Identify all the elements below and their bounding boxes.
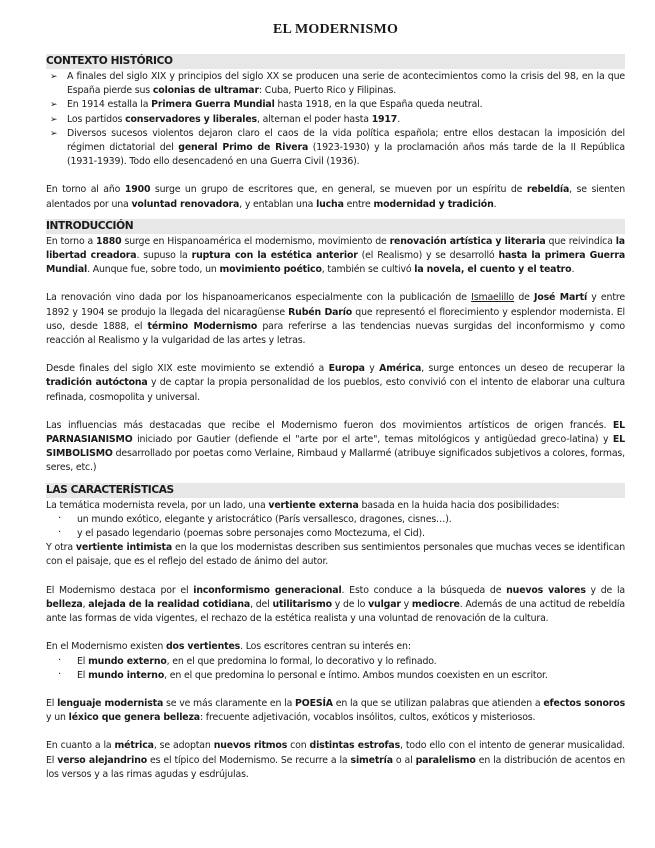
text-run: Los partidos xyxy=(67,113,126,125)
caract-list-2 xyxy=(46,655,625,683)
text-run: vulgar xyxy=(368,598,401,610)
text-run: y de lo xyxy=(331,598,369,610)
text-run: la novela, el cuento y el teatro xyxy=(414,264,572,276)
text-run: 1880 xyxy=(96,235,122,247)
contexto-bullet xyxy=(46,98,625,112)
text-run: modernidad y tradición xyxy=(373,198,494,210)
heading-caracteristicas: LAS CARACTERÍSTICAS xyxy=(46,483,625,498)
text-run: , se adoptan xyxy=(153,740,214,752)
arrow-bullet-icon: ➢ xyxy=(50,72,58,82)
text-run: basada en la huida hacia dos posibilidades: xyxy=(358,499,560,511)
dot-bullet-icon: · xyxy=(58,668,62,680)
text-run: Europa xyxy=(328,363,365,375)
text-run: lenguaje modernista xyxy=(57,697,164,709)
caract-paragraph-6 xyxy=(46,739,625,782)
text-run: mediocre xyxy=(411,598,460,610)
caract-paragraph-4 xyxy=(46,640,625,654)
intro-paragraph-1 xyxy=(46,235,625,278)
caract-paragraph-2 xyxy=(46,541,625,569)
text-run: En cuanto a la xyxy=(46,740,115,752)
text-run: métrica xyxy=(114,740,154,752)
text-run: mundo externo xyxy=(88,655,167,667)
text-run: , también se cultivó xyxy=(321,264,415,276)
contexto-paragraph xyxy=(46,183,625,211)
text-run: : frecuente adjetivación, vocablos insólitos, cultos, exóticos y misteriosos. xyxy=(199,712,536,724)
caract-paragraph-5 xyxy=(46,697,625,725)
text-run: vertiente intimista xyxy=(75,542,173,554)
text-run: en la que los modernistas describen sus sentimientos personales que muchas veces se identifican con el paisaje, que es el reflejo del estado de ánimo del autor. xyxy=(46,542,625,568)
text-run: 1900 xyxy=(124,184,151,196)
text-run: , todo ello con el intento de generar musicalidad. El xyxy=(46,740,626,766)
text-run: rebeldía xyxy=(526,184,570,196)
text-run: verso alejandrino xyxy=(57,754,148,766)
intro-paragraph-2 xyxy=(46,291,625,348)
heading-introduccion: INTRODUCCIÓN xyxy=(46,219,625,234)
text-run: surge un grupo de escritores que, en general, se mueven por un espíritu de xyxy=(150,184,527,196)
text-run: El xyxy=(46,697,58,709)
text-run: . Aunque fue, sobre todo, un xyxy=(87,264,220,276)
text-run: . xyxy=(397,113,401,125)
text-run: El xyxy=(77,669,89,681)
text-run: nuevos ritmos xyxy=(213,740,288,752)
text-run: o al xyxy=(392,754,416,766)
text-run: paralelismo xyxy=(415,754,476,766)
text-run: José Martí xyxy=(533,292,588,304)
list-item: · y el pasado legendario (poemas sobre personajes como Moctezuma, el Cid). xyxy=(58,527,425,540)
text-run: . Esto conduce a la búsqueda de xyxy=(341,584,507,596)
text-run: voluntad renovadora xyxy=(131,198,240,210)
text-run: y un xyxy=(46,712,69,724)
text-run: efectos sonoros xyxy=(543,697,625,709)
text-run: se ve más claramente en la xyxy=(163,697,296,709)
text-run: utilitarismo xyxy=(272,598,332,610)
text-run: : Cuba, Puerto Rico y Filipinas. xyxy=(258,85,397,97)
text-run: que reivindica xyxy=(545,235,616,247)
text-run: la libertad creadora xyxy=(46,235,625,262)
text-run: y xyxy=(364,363,380,375)
text-run: alejada de la realidad cotidiana xyxy=(88,598,251,610)
text-run: belleza xyxy=(46,598,83,610)
contexto-bullet xyxy=(46,127,625,170)
text-run: ruptura con la estética anterior xyxy=(191,250,358,262)
text-run: conservadores y liberales xyxy=(125,113,257,125)
text-run: EL PARNASIANISMO xyxy=(46,419,625,446)
text-run: (el Realismo) y se desarrolló xyxy=(357,250,499,262)
intro-paragraph-4 xyxy=(46,419,625,476)
text-run: A finales del siglo XIX y principios del siglo XX se producen una serie de acontecimientos como la crisis del 98, en la que España pierde sus xyxy=(67,71,625,97)
text-run: Diversos sucesos violentos dejaron claro el caos de la vida política española; entre ellos destacan la imposición del régimen dictatorial del xyxy=(67,127,625,154)
text-run: El xyxy=(77,655,89,667)
text-run: de xyxy=(514,292,534,304)
text-run: En torno al año xyxy=(46,184,125,196)
text-run: , del xyxy=(250,598,273,610)
text-run: hasta la primera Guerra Mundial xyxy=(46,250,626,276)
text-run: nuevos valores xyxy=(506,584,586,596)
text-run: entre xyxy=(343,198,374,210)
text-run: Y otra xyxy=(46,542,76,554)
text-run: Rubén Darío xyxy=(288,306,353,318)
dot-bullet-icon: · xyxy=(58,654,62,666)
text-run: tradición autóctona xyxy=(46,377,148,389)
text-run: y entre 1892 y 1904 se produjo la llegada del nicaragüense xyxy=(46,292,625,318)
text-run: En 1914 estalla la xyxy=(67,99,152,111)
arrow-bullet-icon: ➢ xyxy=(50,128,58,139)
text-run: El Modernismo destaca por el xyxy=(46,584,194,596)
text-run: lucha xyxy=(316,198,344,210)
text-run: , surge entonces un deseo de recuperar la xyxy=(421,363,625,375)
heading-contexto: CONTEXTO HISTÓRICO xyxy=(46,54,625,69)
text-run: simetría xyxy=(350,754,393,766)
text-run: En torno a xyxy=(46,235,97,247)
text-run: movimiento poético xyxy=(219,264,322,276)
arrow-bullet-icon: ➢ xyxy=(50,114,58,125)
text-run: POESÍA xyxy=(295,697,333,709)
dot-bullet-icon: · xyxy=(58,512,62,524)
dot-bullet-icon: · xyxy=(58,527,62,539)
text-run: . Los escritores centran su interés en: xyxy=(240,641,411,653)
text-run: Las influencias más destacadas que recibe el Modernismo fueron dos movimientos artísticos de origen francés. xyxy=(46,419,613,431)
text-run: mundo interno xyxy=(88,669,165,681)
text-run: desarrollado por poetas como Verlaine, Rimbaud y Mallarmé (atribuye significados subjetivos a colores, formas, seres, etc.) xyxy=(46,448,625,474)
intro-paragraph-3 xyxy=(46,362,625,405)
text-run: surge en Hispanoamérica el modernismo, movimiento de xyxy=(121,235,390,247)
text-run: en la que se utilizan palabras que atienden a xyxy=(332,697,544,709)
text-run: . supuso la xyxy=(136,250,192,262)
text-run: en la distribución de acentos en los versos y a las rimas agudas y esdrújulas. xyxy=(46,754,625,780)
text-run: , xyxy=(82,598,89,610)
text-run: inconformismo generacional xyxy=(193,584,342,596)
list-item xyxy=(46,669,625,683)
list-item xyxy=(46,655,625,669)
text-run: iniciado por Gautier (defiende el "arte por el arte", temas mitológicos y antigüedad greco-latina) y xyxy=(132,434,613,446)
caract-paragraph-3 xyxy=(46,584,625,627)
text-run: . Además de una actitud de rebeldía ante las formas de vida vigentes, el rechazo de la estética realista y una voluntad de renovación de la cultura. xyxy=(46,598,625,625)
text-run: EL SIMBOLISMO xyxy=(46,434,625,460)
text-run: hasta 1918, en la que España queda neutral. xyxy=(274,99,483,111)
text-run: colonias de ultramar xyxy=(152,85,259,97)
list-item: · un mundo exótico, elegante y aristocrático (París versallesco, dragones, cisnes…). xyxy=(58,512,452,525)
text-run: América xyxy=(379,363,422,375)
text-run: que representó el florecimiento y esplendor modernista. El uso, desde 1888, el xyxy=(46,306,625,332)
text-run: . xyxy=(571,264,575,276)
text-run: renovación artística y literaria xyxy=(389,235,546,247)
text-run: con xyxy=(287,740,310,752)
text-run: y de la xyxy=(585,584,626,596)
text-run: es el típico del Modernismo. Se recurre a la xyxy=(147,754,351,766)
text-run: y de captar la propia personalidad de los pueblos, esto convivió con el intento de elaborar una cultura refinada, cosmopolita y universal. xyxy=(46,377,625,403)
text-run: término Modernismo xyxy=(147,320,258,332)
text-run: La temática modernista revela, por un lado, una xyxy=(46,499,269,511)
caract-paragraph-1 xyxy=(46,499,625,513)
page-title: EL MODERNISMO xyxy=(272,22,399,37)
text-run: La renovación vino dada por los hispanoamericanos especialmente con la publicación de xyxy=(46,292,472,304)
text-run: . xyxy=(493,198,497,210)
text-run: , alternan el poder hasta xyxy=(256,113,372,125)
text-run: , y entablan una xyxy=(239,198,317,210)
contexto-bullet xyxy=(46,70,625,98)
text-run: (1923-1930) y la proclamación años más tarde de la II República (1931-1939). Todo ello desencadenó en una Guerra Civil (1936). xyxy=(67,142,625,168)
text-run: En el Modernismo existen xyxy=(46,641,166,653)
text-run: distintas estrofas xyxy=(309,740,401,752)
text-run: Primera Guerra Mundial xyxy=(151,99,275,111)
arrow-bullet-icon: ➢ xyxy=(50,100,58,111)
text-run: Ismaelillo xyxy=(471,292,515,304)
text-run: vertiente externa xyxy=(268,499,359,511)
text-run: y xyxy=(400,598,412,610)
contexto-bullets xyxy=(46,70,625,169)
text-run: Desde finales del siglo XIX este movimiento se extendió a xyxy=(46,363,329,375)
text-run: dos vertientes xyxy=(165,641,241,653)
caract-list-1 xyxy=(46,513,625,541)
text-run: léxico que genera belleza xyxy=(68,712,200,724)
text-run: , en el que predomina lo personal e íntimo. Ambos mundos coexisten en un escritor. xyxy=(164,669,548,681)
contexto-bullet xyxy=(46,113,625,127)
text-run: para referirse a las tendencias nuevas surgidas del inconformismo y como reacción al Realismo y la vulgaridad de las artes y letras. xyxy=(46,320,626,347)
text-run: 1917 xyxy=(371,113,398,125)
text-run: general Primo de Rivera xyxy=(178,142,309,154)
text-run: , en el que predomina lo formal, lo decorativo y lo refinado. xyxy=(166,655,437,667)
text-run: , se sienten alentados por una xyxy=(46,184,625,210)
